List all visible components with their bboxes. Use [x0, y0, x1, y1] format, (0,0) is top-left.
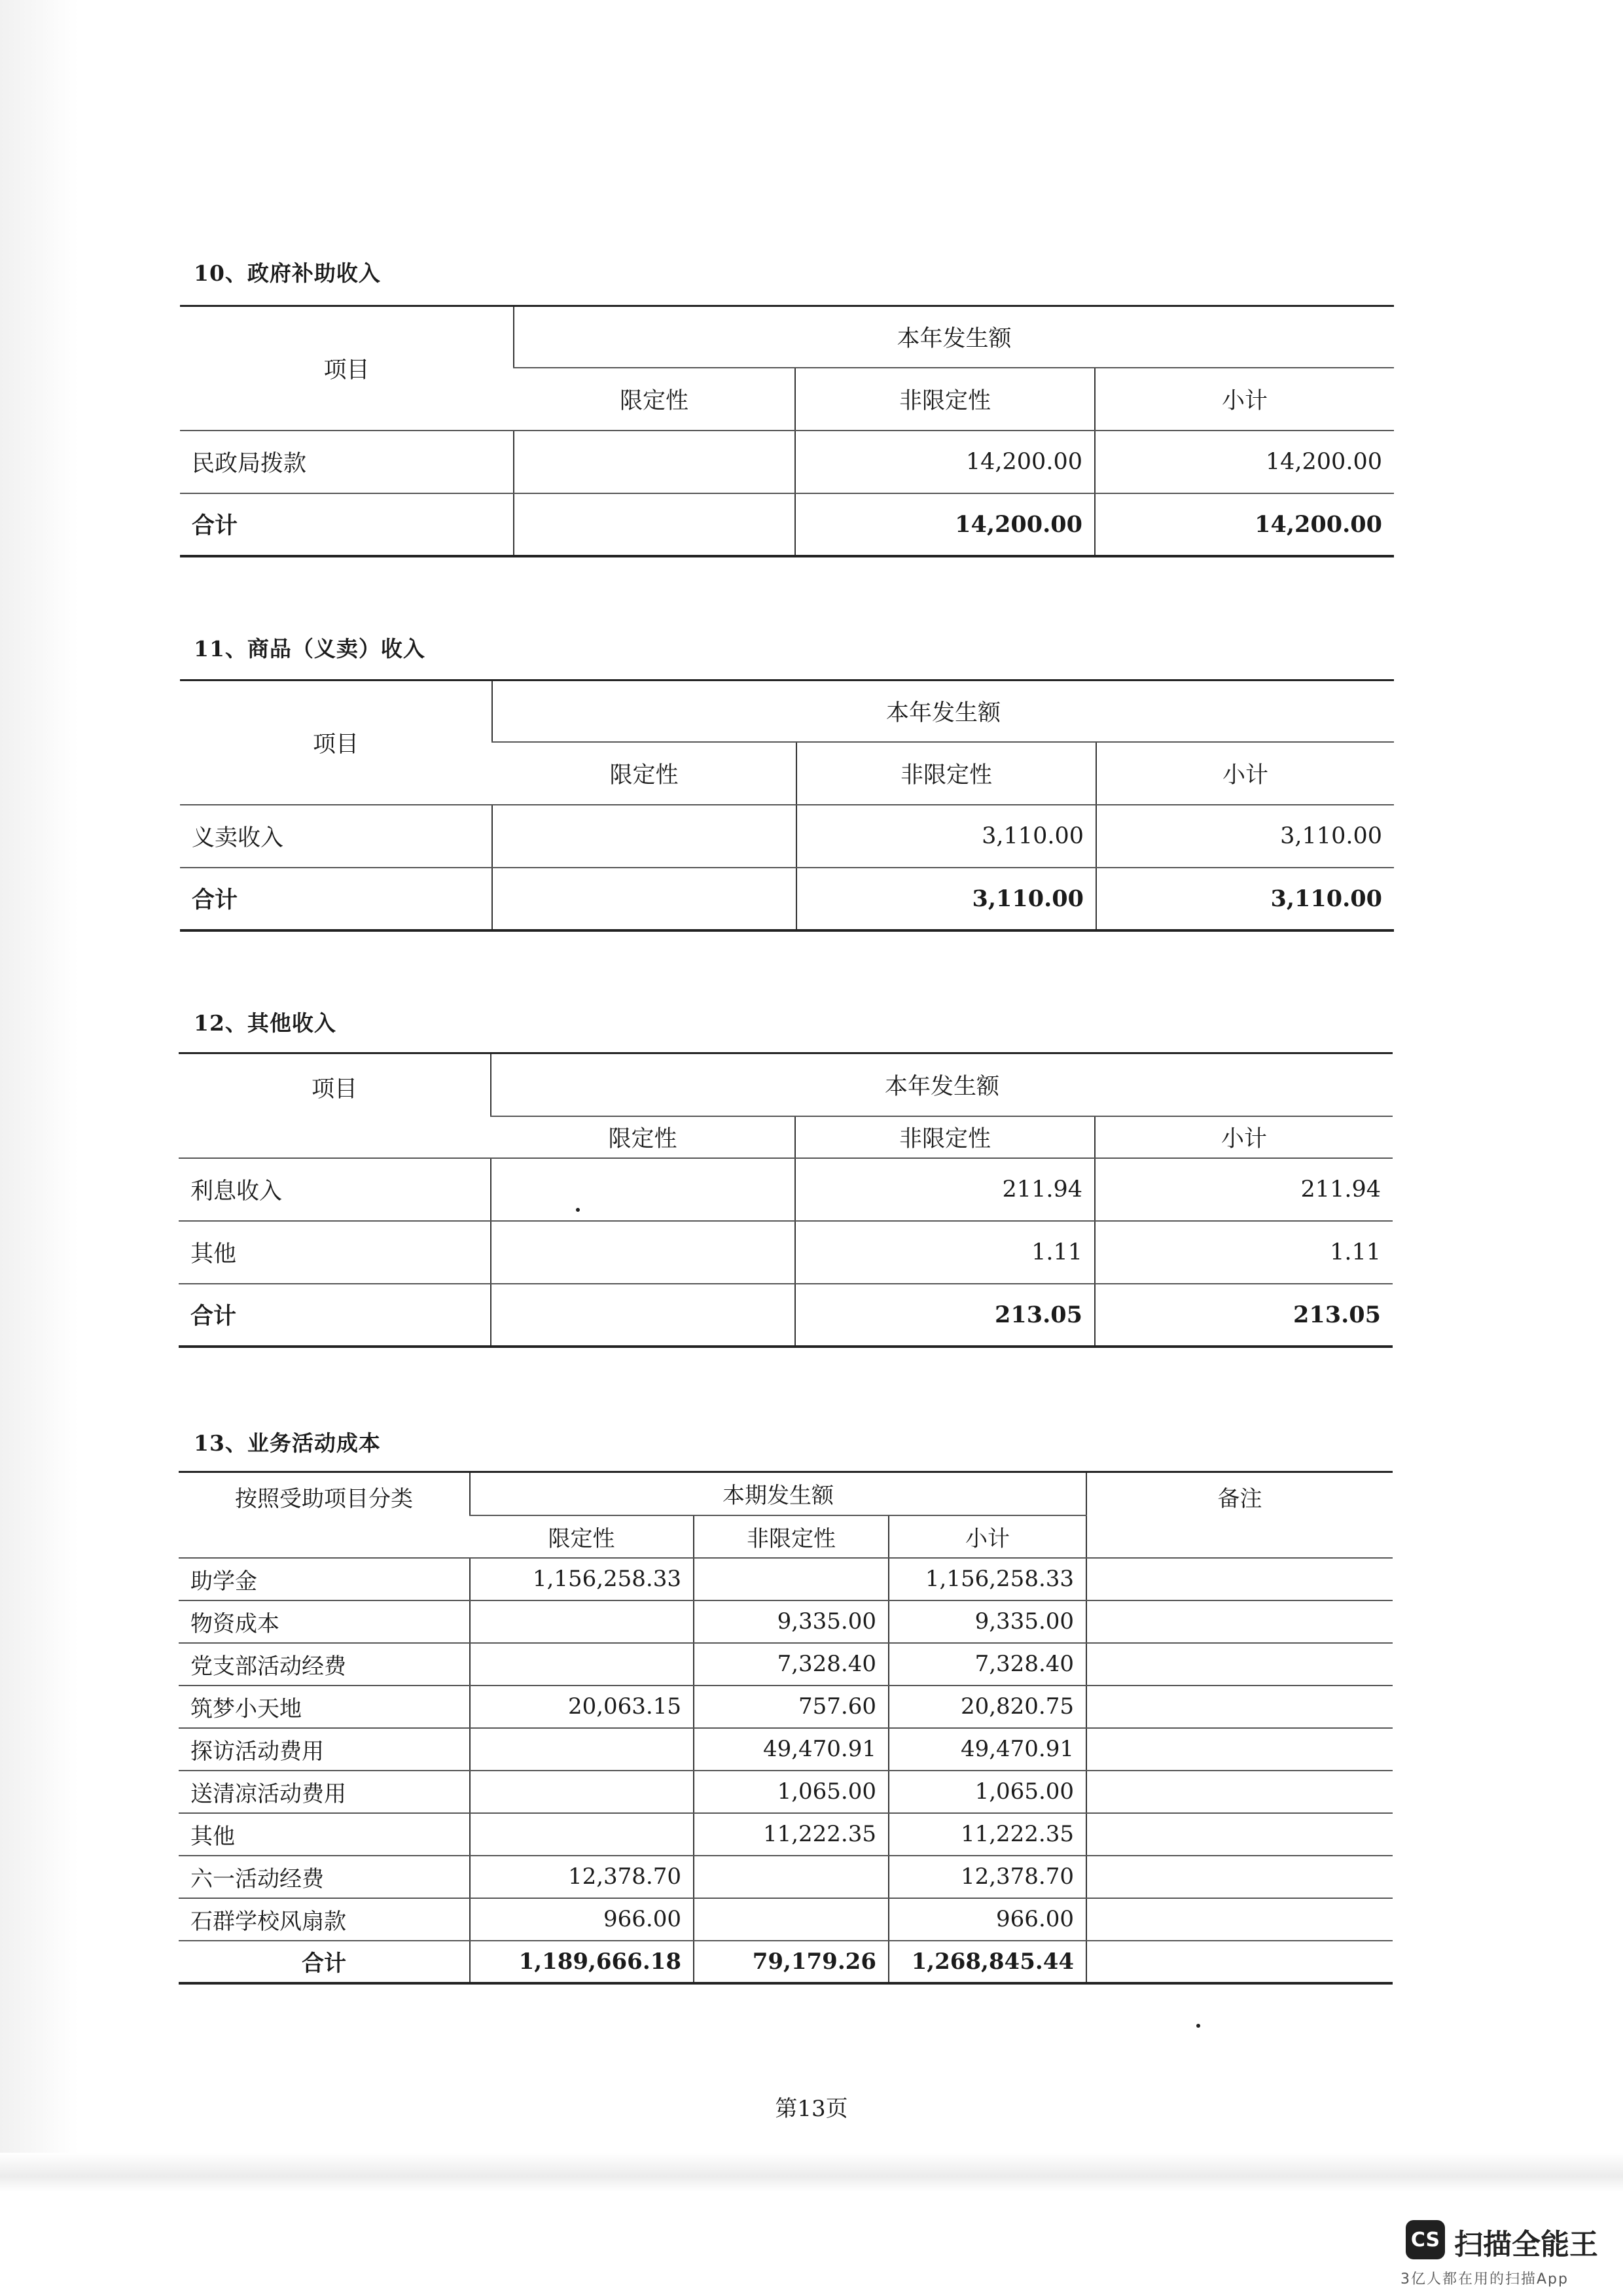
cell-note — [1086, 1898, 1393, 1941]
cell-restricted — [470, 1728, 694, 1771]
cell-subtotal: 20,820.75 — [889, 1686, 1086, 1728]
section-10-title: 10、政府补助收入 — [194, 260, 381, 286]
header-item: 项目 — [180, 680, 492, 805]
table-row — [179, 1558, 1393, 1600]
cell-subtotal: 11,222.35 — [889, 1813, 1086, 1856]
table-row — [179, 1158, 1393, 1221]
cell-unrestricted: 79,179.26 — [694, 1941, 889, 1983]
camscanner-name: 扫描全能王 — [1454, 2228, 1598, 2261]
row-label: 其他 — [179, 1813, 470, 1856]
cell-note — [1086, 1600, 1393, 1643]
cell-unrestricted: 7,328.40 — [694, 1643, 889, 1686]
cell-subtotal: 213.05 — [1095, 1284, 1393, 1347]
cell-subtotal: 3,110.00 — [1096, 868, 1394, 930]
section-11-title: 11、商品（义卖）收入 — [194, 636, 425, 662]
cell-subtotal: 3,110.00 — [1096, 805, 1394, 868]
header-item: 项目 — [180, 306, 514, 431]
cell-restricted — [491, 1284, 795, 1347]
page-number: 第13页 — [775, 2096, 848, 2122]
section-13-title: 13、业务活动成本 — [194, 1430, 381, 1456]
table-row — [179, 1771, 1393, 1813]
cell-unrestricted: 14,200.00 — [795, 493, 1095, 556]
total-row — [179, 1284, 1393, 1347]
row-label: 石群学校风扇款 — [179, 1898, 470, 1941]
row-label: 物资成本 — [179, 1600, 470, 1643]
camscanner-logo-icon: CS — [1406, 2220, 1445, 2259]
header-unrestricted: 非限定性 — [694, 1515, 889, 1558]
cell-unrestricted: 1,065.00 — [694, 1771, 889, 1813]
cell-restricted: 1,189,666.18 — [470, 1941, 694, 1983]
cell-restricted — [514, 431, 795, 493]
cell-note — [1086, 1771, 1393, 1813]
cell-note — [1086, 1941, 1393, 1983]
cell-note — [1086, 1686, 1393, 1728]
cell-restricted: 1,156,258.33 — [470, 1558, 694, 1600]
header-current-period: 本期发生额 — [470, 1472, 1086, 1515]
cell-restricted — [491, 1158, 795, 1221]
cell-unrestricted: 211.94 — [795, 1158, 1095, 1221]
row-label: 探访活动费用 — [179, 1728, 470, 1771]
cell-note — [1086, 1643, 1393, 1686]
header-item: 项目 — [179, 1053, 491, 1158]
header-restricted: 限定性 — [492, 742, 796, 805]
table-row — [179, 1728, 1393, 1771]
row-label: 民政局拨款 — [180, 431, 514, 493]
scan-speck — [1196, 2024, 1200, 2028]
cell-unrestricted: 3,110.00 — [796, 868, 1096, 930]
header-note: 备注 — [1086, 1472, 1393, 1558]
other-income-table — [179, 1052, 1393, 1348]
cell-restricted — [470, 1643, 694, 1686]
header-subtotal: 小计 — [1095, 368, 1394, 431]
scan-shadow-bottom — [0, 2153, 1623, 2192]
table-row — [179, 1600, 1393, 1643]
cell-restricted — [470, 1600, 694, 1643]
header-subtotal: 小计 — [889, 1515, 1086, 1558]
header-restricted: 限定性 — [514, 368, 795, 431]
header-unrestricted: 非限定性 — [796, 742, 1096, 805]
row-label: 合计 — [179, 1941, 470, 1983]
cell-unrestricted: 1.11 — [795, 1221, 1095, 1284]
cell-subtotal: 1,065.00 — [889, 1771, 1086, 1813]
table-row — [179, 1856, 1393, 1898]
business-activity-cost-table — [179, 1471, 1393, 1985]
cell-unrestricted — [694, 1558, 889, 1600]
cell-restricted: 20,063.15 — [470, 1686, 694, 1728]
cell-subtotal: 9,335.00 — [889, 1600, 1086, 1643]
row-label: 助学金 — [179, 1558, 470, 1600]
cell-restricted: 966.00 — [470, 1898, 694, 1941]
cell-restricted — [491, 1221, 795, 1284]
cell-subtotal: 1,268,845.44 — [889, 1941, 1086, 1983]
total-row — [179, 1941, 1393, 1983]
row-label: 利息收入 — [179, 1158, 491, 1221]
cell-subtotal: 14,200.00 — [1095, 493, 1394, 556]
header-item: 按照受助项目分类 — [179, 1472, 470, 1558]
cell-note — [1086, 1856, 1393, 1898]
cell-note — [1086, 1813, 1393, 1856]
header-restricted: 限定性 — [470, 1515, 694, 1558]
table-row — [179, 1221, 1393, 1284]
cell-restricted: 12,378.70 — [470, 1856, 694, 1898]
cell-note — [1086, 1558, 1393, 1600]
cell-subtotal: 7,328.40 — [889, 1643, 1086, 1686]
total-row — [180, 493, 1394, 556]
cell-subtotal: 1.11 — [1095, 1221, 1393, 1284]
row-label: 党支部活动经费 — [179, 1643, 470, 1686]
cell-restricted — [470, 1771, 694, 1813]
cell-unrestricted: 9,335.00 — [694, 1600, 889, 1643]
cell-unrestricted: 213.05 — [795, 1284, 1095, 1347]
cell-restricted — [514, 493, 795, 556]
row-label: 义卖收入 — [180, 805, 492, 868]
header-current-year: 本年发生额 — [514, 306, 1394, 368]
section-12-title: 12、其他收入 — [194, 1010, 336, 1036]
row-label: 其他 — [179, 1221, 491, 1284]
merchandise-sales-table — [180, 679, 1394, 932]
row-label: 六一活动经费 — [179, 1856, 470, 1898]
scan-speck — [576, 1208, 580, 1212]
row-label: 合计 — [179, 1284, 491, 1347]
cell-unrestricted: 14,200.00 — [795, 431, 1095, 493]
cell-unrestricted: 757.60 — [694, 1686, 889, 1728]
table-row — [180, 431, 1394, 493]
government-subsidy-table — [180, 305, 1394, 557]
cell-unrestricted: 11,222.35 — [694, 1813, 889, 1856]
camscanner-slogan: 3亿人都在用的扫描App — [1400, 2271, 1569, 2287]
cell-unrestricted: 3,110.00 — [796, 805, 1096, 868]
header-current-year: 本年发生额 — [492, 680, 1394, 742]
table-row — [179, 1686, 1393, 1728]
table-row — [179, 1898, 1393, 1941]
cell-subtotal: 12,378.70 — [889, 1856, 1086, 1898]
row-label: 送清凉活动费用 — [179, 1771, 470, 1813]
cell-subtotal: 1,156,258.33 — [889, 1558, 1086, 1600]
cell-unrestricted: 49,470.91 — [694, 1728, 889, 1771]
row-label: 合计 — [180, 868, 492, 930]
table-row — [179, 1813, 1393, 1856]
header-subtotal: 小计 — [1096, 742, 1394, 805]
cell-subtotal: 966.00 — [889, 1898, 1086, 1941]
scan-shadow-left — [0, 0, 79, 2192]
table-row — [179, 1643, 1393, 1686]
cell-restricted — [470, 1813, 694, 1856]
header-subtotal: 小计 — [1095, 1116, 1393, 1158]
header-current-year: 本年发生额 — [491, 1053, 1393, 1116]
cell-note — [1086, 1728, 1393, 1771]
total-row — [180, 868, 1394, 930]
cell-subtotal: 14,200.00 — [1095, 431, 1394, 493]
cell-subtotal: 49,470.91 — [889, 1728, 1086, 1771]
row-label: 合计 — [180, 493, 514, 556]
header-restricted: 限定性 — [491, 1116, 795, 1158]
header-unrestricted: 非限定性 — [795, 368, 1095, 431]
table-row — [180, 805, 1394, 868]
cell-restricted — [492, 868, 796, 930]
header-unrestricted: 非限定性 — [795, 1116, 1095, 1158]
cell-restricted — [492, 805, 796, 868]
cell-unrestricted — [694, 1856, 889, 1898]
row-label: 筑梦小天地 — [179, 1686, 470, 1728]
cell-subtotal: 211.94 — [1095, 1158, 1393, 1221]
cell-unrestricted — [694, 1898, 889, 1941]
